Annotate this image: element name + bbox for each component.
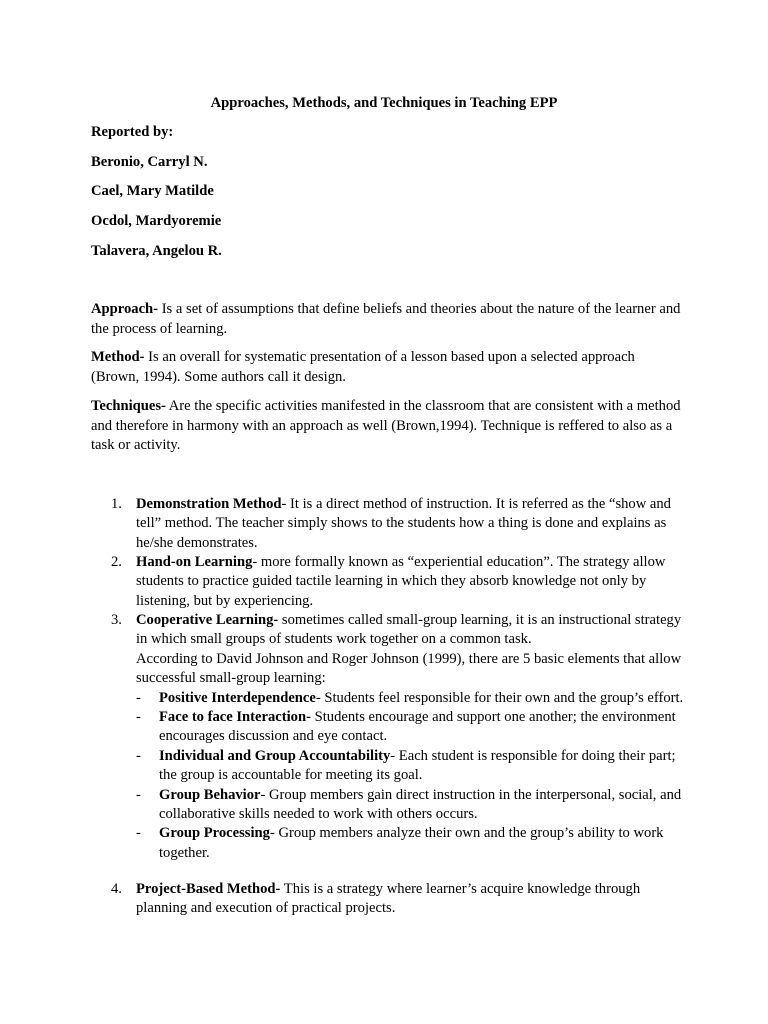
list-text: - more formally known as “experiential education”. The strategy allow students to practice guided tactile learning in which they absorb knowledge not only by listening, but by experiencing. [136,554,666,609]
sub-list-item [136,708,686,747]
definition-approach [91,300,686,339]
dash-bullet: - [136,689,141,706]
sub-term: Group Processing [159,825,270,842]
definition-method [91,348,686,387]
sub-list-item [136,689,686,708]
list-item [91,495,686,553]
sub-text: Students encourage and support one another; the environment encourages discussion and eye contact. [159,709,676,745]
reporter-name: Cael, Mary Matilde [91,183,214,199]
list-item [91,553,686,611]
reporter-name: Ocdol, Mardyoremie [91,213,222,229]
sub-list-item [136,747,686,786]
list-number: 2. [111,554,122,570]
list-text: sometimes called small-group learning, it is an instructional strategy in which small groups of students work together on a common task. [136,612,682,648]
list-text: - It is a direct method of instruction. It is referred as the “show and tell” method. The teacher simply shows to the students how a thing is done and explains as he/she demonstrates. [136,496,671,551]
definition-techniques [91,397,686,456]
dash-bullet: - [136,786,141,803]
definition-term: Techniques- [91,398,166,414]
sub-text: - Each student is responsible for doing their part; the group is accountable for meeting its goal. [159,747,676,784]
list-extra-text: According to David Johnson and Roger Johnson (1999), there are 5 basic elements that allow successful small-group learning: [136,650,682,687]
list-term: Demonstration Method [136,496,282,512]
definition-text: Is a set of assumptions that define beliefs and theories about the nature of the learner and the process of learning. [91,301,681,337]
reported-by-label: Reported by: [91,124,174,140]
sub-text: - Group members analyze their own and the group’s ability to work together. [159,825,664,861]
reporter-name: Beronio, Carryl N. [91,154,208,170]
list-term: Project-Based Method- [136,881,281,897]
list-number: 4. [111,881,122,897]
list-number: 1. [111,496,122,512]
list-item [91,880,686,919]
sub-term: Face to face Interaction- [159,709,311,726]
list-term: Hand-on Learning [136,554,253,570]
list-number: 3. [111,612,122,628]
dash-bullet: - [136,747,141,764]
sub-term: Individual and Group Accountability [159,747,391,764]
sub-text: - Group members gain direct instruction in the interpersonal, social, and collaborative skills needed to work with others occurs. [159,786,682,823]
list-term: Cooperative Learning- [136,612,279,628]
dash-bullet: - [136,825,141,842]
reporter-name: Talavera, Angelou R. [91,243,222,259]
list-text: This is a strategy where learner’s acquire knowledge through planning and execution of practical projects. [136,881,641,917]
definition-text: Are the specific activities manifested in the classroom that are consistent with a method and therefore in harmony with an approach as well (Brown,1994). Technique is reffered to also as a task or activity. [91,398,681,453]
dash-bullet: - [136,709,141,726]
document-title: Approaches, Methods, and Techniques in Teaching EPP [210,95,558,111]
sub-list-item [136,824,686,863]
list-item [91,611,686,863]
sub-term: Group Behavior [159,786,261,803]
definition-text: Is an overall for systematic presentation of a lesson based upon a selected approach (Brown, 1994). Some authors call it design. [91,349,635,385]
sub-text: - Students feel responsible for their own and the group’s effort. [315,689,684,706]
definition-term: Approach- [91,301,159,317]
sub-term: Positive Interdependence [159,689,316,706]
sub-list-item [136,786,686,825]
definition-term: Method- [91,349,145,365]
